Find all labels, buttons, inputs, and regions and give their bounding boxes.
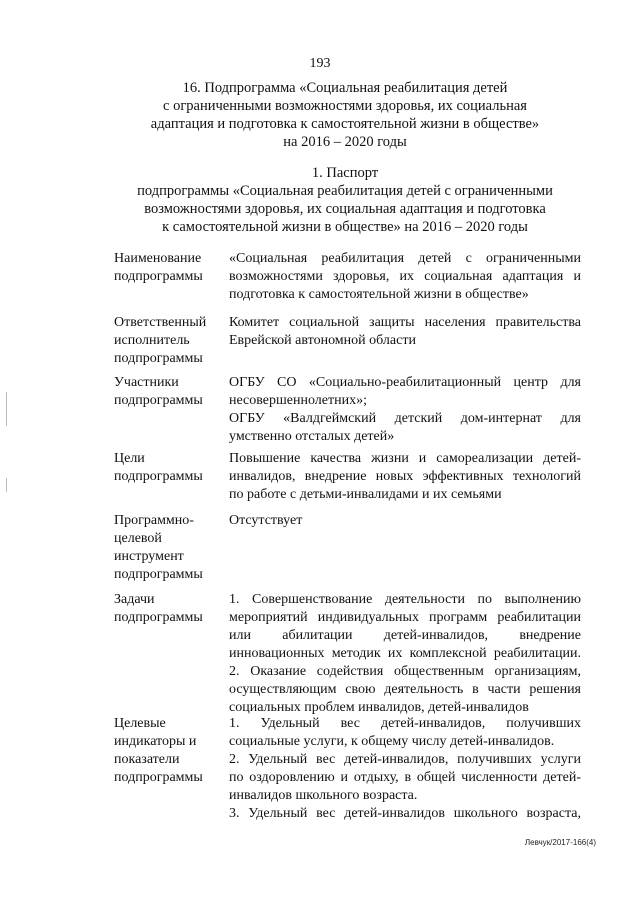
- row-label-line: показатели: [114, 752, 180, 767]
- row-content-line: по работе с детьми-инвалидами и их семьями: [229, 487, 502, 502]
- row-label-line: Целевые: [114, 716, 166, 731]
- row-label-line: подпрограммы: [114, 269, 203, 284]
- row-content-line: мероприятий индивидуальных программ реабилитации: [229, 610, 581, 625]
- scan-margin-mark: [6, 478, 7, 492]
- row-label: [114, 450, 214, 486]
- row-label-line: подпрограммы: [114, 351, 203, 366]
- row-content: [229, 591, 581, 717]
- row-content-line: осуществляющим свою деятельность в части решения: [229, 682, 581, 697]
- passport-title-line: к самостоятельной жизни в обществе» на 2016 – 2020 годы: [162, 219, 528, 235]
- row-content-line: подготовка к самостоятельной жизни в обществе»: [229, 287, 529, 302]
- row-label: [114, 374, 214, 410]
- row-content-line: социальные услуги, к общему числу детей-инвалидов.: [229, 734, 555, 749]
- row-label: [114, 715, 214, 787]
- row-content-line: социальных проблем инвалидов, детей-инвалидов: [229, 700, 529, 715]
- row-content-line: Еврейской автономной области: [229, 333, 416, 348]
- row-label-line: инструмент: [114, 549, 184, 564]
- row-content: [229, 715, 581, 823]
- row-label-line: подпрограммы: [114, 770, 203, 785]
- row-content-line: несовершеннолетних»;: [229, 393, 367, 408]
- row-content-line: инвалидов, внедрение новых эффективных технологий: [229, 469, 581, 484]
- row-content-line: 3. Удельный вес детей-инвалидов школьного возраста,: [229, 806, 581, 821]
- row-label-line: Участники: [114, 375, 179, 390]
- row-label-line: Программно-: [114, 513, 194, 528]
- row-content-line: «Социальная реабилитация детей с ограниченными: [229, 251, 581, 266]
- row-label-line: исполнитель: [114, 333, 190, 348]
- row-content-line: ОГБУ «Валдгеймский детский дом-интернат для: [229, 411, 581, 426]
- row-label-line: индикаторы и: [114, 734, 197, 749]
- row-label: [114, 314, 214, 368]
- row-content: [229, 450, 581, 504]
- passport-title: [100, 164, 590, 236]
- row-content-line: возможностями здоровья, их социальная адаптация и: [229, 269, 581, 284]
- row-content-line: Комитет социальной защиты населения правительства: [229, 315, 581, 330]
- row-label-line: подпрограммы: [114, 567, 203, 582]
- section-title-line: адаптация и подготовка к самостоятельной жизни в обществе»: [150, 116, 540, 132]
- row-label-line: Ответственный: [114, 315, 207, 330]
- row-label: [114, 512, 214, 584]
- row-content-line: по оздоровлению и отдыху, в общей численности детей-: [229, 770, 581, 785]
- row-content-line: или абилитации детей-инвалидов, внедрение: [229, 628, 581, 643]
- section-title-line: 16. Подпрограмма «Социальная реабилитация детей: [182, 80, 508, 96]
- row-content-line: умственно отсталых детей»: [229, 429, 395, 444]
- row-content: [229, 250, 581, 304]
- row-content-line: Отсутствует: [229, 513, 303, 528]
- page-number: 193: [309, 56, 331, 71]
- row-label-line: подпрограммы: [114, 469, 203, 484]
- row-label-line: целевой: [114, 531, 162, 546]
- passport-heading: 1. Паспорт: [311, 165, 379, 181]
- row-content: [229, 374, 581, 446]
- row-label: [114, 591, 214, 627]
- row-label-line: Наименование: [114, 251, 202, 266]
- row-label-line: подпрограммы: [114, 393, 203, 408]
- row-content: [229, 512, 581, 530]
- row-content-line: 1. Совершенствование деятельности по выполнению: [229, 592, 581, 607]
- row-content-line: 2. Оказание содействия общественным организациям,: [229, 664, 581, 679]
- row-content-line: Повышение качества жизни и самореализации детей-: [229, 451, 581, 466]
- row-label-line: Цели: [114, 451, 145, 466]
- row-content-line: инновационных методик их комплексной реабилитации.: [229, 646, 581, 661]
- document-code: Левчук/2017-166(4): [524, 838, 596, 847]
- section-title-line: с ограниченными возможностями здоровья, их социальная: [163, 98, 527, 114]
- row-label-line: подпрограммы: [114, 610, 203, 625]
- row-content-line: ОГБУ СО «Социально-реабилитационный центр для: [229, 375, 581, 390]
- section-title-line: на 2016 – 2020 годы: [283, 134, 407, 150]
- row-content-line: 1. Удельный вес детей-инвалидов, получивших: [229, 716, 581, 731]
- row-content: [229, 314, 581, 350]
- section-title: [100, 79, 590, 151]
- scan-margin-mark: [6, 392, 7, 426]
- row-label: [114, 250, 214, 286]
- passport-title-line: подпрограммы «Социальная реабилитация детей с ограниченными: [137, 183, 553, 199]
- row-content-line: 2. Удельный вес детей-инвалидов, получивших услуги: [229, 752, 581, 767]
- row-label-line: Задачи: [114, 592, 155, 607]
- passport-title-line: возможностями здоровья, их социальная адаптация и подготовка: [144, 201, 546, 217]
- row-content-line: инвалидов школьного возраста.: [229, 788, 418, 803]
